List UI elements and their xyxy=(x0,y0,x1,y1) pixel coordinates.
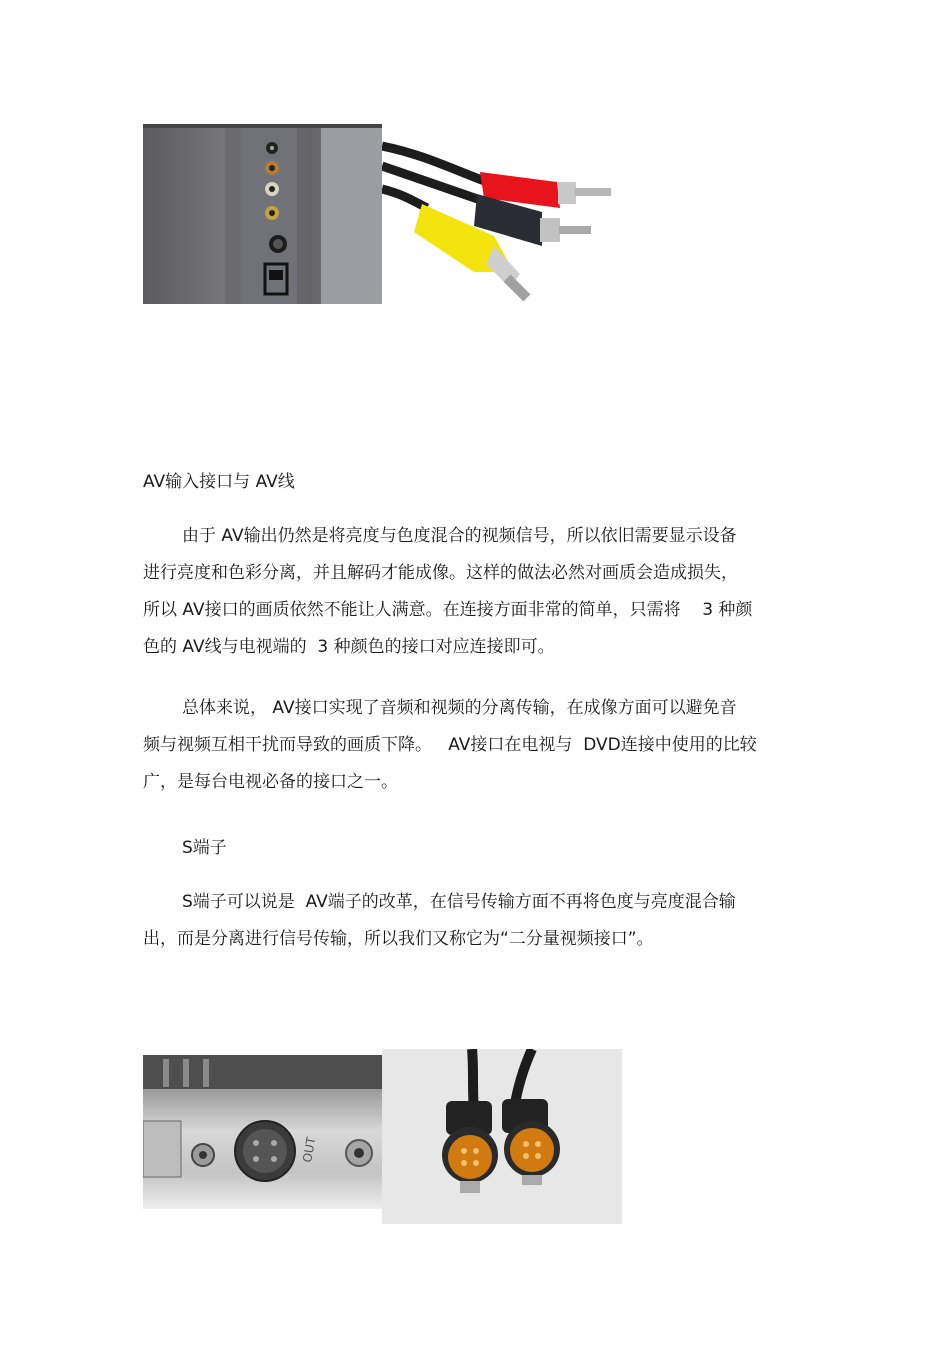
av-rca-cable-photo xyxy=(382,124,620,304)
av-p1-line-4: 色的 AV线与电视端的 3 种颜色的接口对应连接即可。 xyxy=(143,637,555,657)
av-paragraph-1 xyxy=(143,518,813,666)
av-p1-line-2: 进行亮度和色彩分离，并且解码才能成像。这样的做法必然对画质会造成损失， xyxy=(143,563,738,583)
av-p2-line-2: 频与视频互相干扰而导致的画质下降。 AV接口在电视与 DVD连接中使用的比较 xyxy=(143,735,757,755)
s-p1-line-1: S端子可以说是 AV端子的改革，在信号传输方面不再将色度与亮度混合输 xyxy=(182,892,736,912)
out-label: OUT xyxy=(300,1135,319,1164)
s-video-cable-photo xyxy=(382,1049,622,1224)
tv-av-input-photo xyxy=(143,124,382,304)
av-p1-line-1: 由于 AV输出仍然是将亮度与色度混合的视频信号，所以依旧需要显示设备 xyxy=(182,526,737,546)
s-video-port-photo xyxy=(143,1055,382,1223)
av-p1-line-3: 所以 AV接口的画质依然不能让人满意。在连接方面非常的简单，只需将 3 种颜 xyxy=(143,600,753,620)
av-p2-line-1: 总体来说， AV接口实现了音频和视频的分离传输，在成像方面可以避免音 xyxy=(182,698,737,718)
av-section-heading: AV输入接口与 AV线 xyxy=(143,472,295,492)
s-video-section-heading: S端子 xyxy=(182,838,227,858)
av-paragraph-2 xyxy=(143,690,813,801)
s-p1-line-2: 出，而是分离进行信号传输，所以我们又称它为“二分量视频接口”。 xyxy=(143,929,654,949)
s-video-paragraph xyxy=(143,884,813,958)
av-p2-line-3: 广，是每台电视必备的接口之一。 xyxy=(143,772,398,792)
